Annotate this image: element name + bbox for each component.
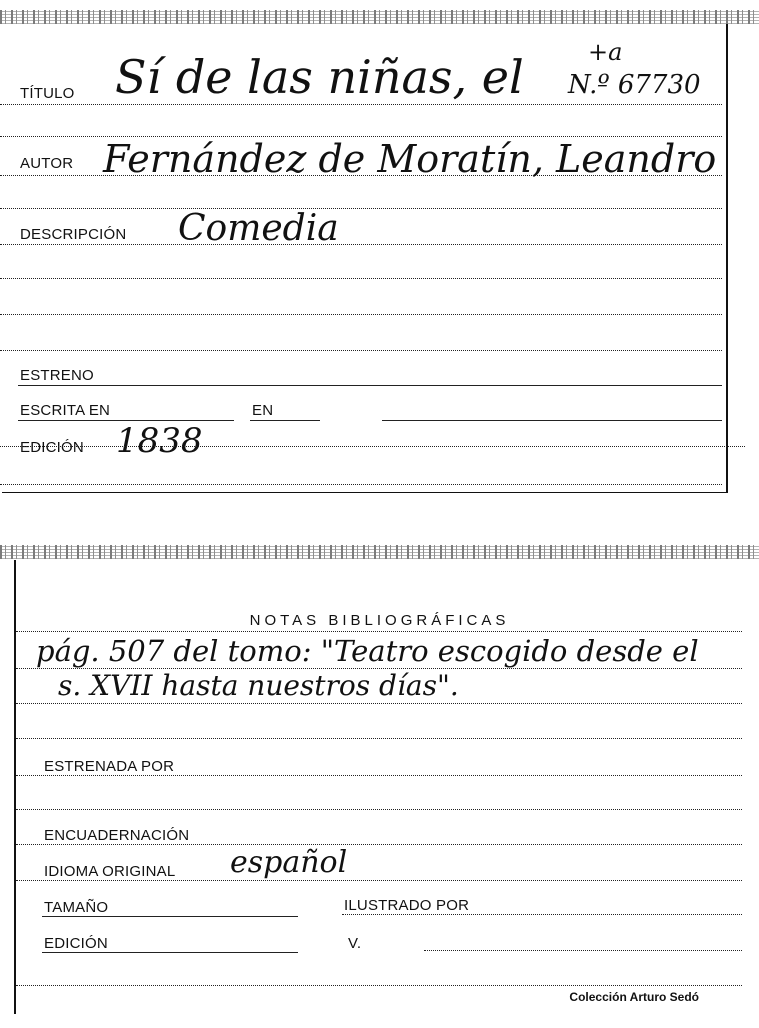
notes-rule-5: [16, 809, 742, 810]
idioma-original-rule: [16, 880, 742, 881]
edicion-label: EDICIÓN: [20, 439, 84, 456]
edicion-rule: [0, 446, 745, 447]
edicion-bottom-label: EDICIÓN: [44, 935, 108, 952]
volumen-label: V.: [348, 935, 362, 952]
escrita-en-label: ESCRITA EN: [20, 402, 111, 419]
notas-bibliograficas-heading: NOTAS BIBLIOGRÁFICAS: [249, 612, 510, 629]
autor-label: AUTOR: [20, 155, 74, 172]
bottom-card-torn-edge: [0, 545, 759, 559]
idioma-original-label: IDIOMA ORIGINAL: [44, 863, 176, 880]
edicion-bottom-rule: [42, 952, 298, 953]
estreno-rule: [18, 385, 722, 386]
titulo-handwritten: Sí de las niñas, el: [115, 50, 524, 104]
estrenada-por-label: ESTRENADA POR: [44, 758, 175, 775]
numero-handwritten: N.º 67730: [568, 70, 701, 100]
descripcion-label: DESCRIPCIÓN: [20, 226, 127, 243]
tamano-rule: [42, 916, 298, 917]
notes-rule-3: [16, 703, 742, 704]
descripcion-handwritten: Comedia: [178, 208, 339, 249]
note-line-1-handwritten: pág. 507 del tomo: "Teatro escogido desde el: [36, 634, 699, 668]
autor-handwritten: Fernández de Moratín, Leandro: [103, 137, 717, 181]
encuadernacion-rule: [16, 844, 742, 845]
en-value-rule: [382, 420, 722, 421]
edicion-handwritten: 1838: [116, 421, 203, 461]
blank-rule-5: [0, 350, 722, 351]
estreno-label: ESTRENO: [20, 367, 94, 384]
titulo-label: TÍTULO: [20, 85, 75, 102]
top-card-torn-edge: [0, 10, 759, 24]
idioma-original-handwritten: español: [230, 845, 348, 880]
en-label: EN: [252, 402, 274, 419]
en-rule: [250, 420, 320, 421]
descripcion-rule: [0, 244, 722, 245]
ilustrado-por-label: ILUSTRADO POR: [344, 897, 470, 914]
encuadernacion-label: ENCUADERNACIÓN: [44, 827, 190, 844]
autor-rule: [0, 175, 722, 176]
note-line-2-handwritten: s. XVII hasta nuestros días".: [58, 669, 459, 702]
collection-footer: Colección Arturo Sedó: [569, 990, 699, 1004]
bottom-card-last-rule: [16, 985, 742, 986]
top-card-bottom-rule: [0, 484, 722, 485]
tamano-label: TAMAÑO: [44, 899, 109, 916]
notes-rule-1: [16, 631, 742, 632]
blank-rule-2: [0, 208, 722, 209]
estrenada-por-rule: [16, 775, 742, 776]
blank-rule-4: [0, 314, 722, 315]
blank-rule-3: [0, 278, 722, 279]
ilustrado-por-rule: [342, 914, 742, 915]
titulo-rule: [0, 104, 722, 105]
notes-rule-4: [16, 738, 742, 739]
volumen-rule: [424, 950, 742, 951]
numero-mark-handwritten: +a: [588, 38, 623, 66]
